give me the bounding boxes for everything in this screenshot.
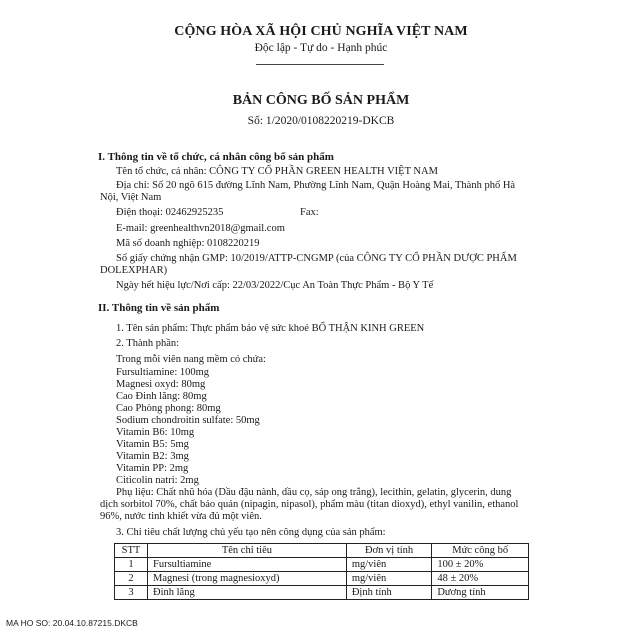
table-cell: Đinh lăng [148,586,347,600]
table-header-row [115,544,529,558]
ingredients-intro: Trong mỗi viên nang mềm có chứa: [116,354,266,365]
fax: Fax: [300,207,319,218]
motto: Độc lập - Tự do - Hạnh phúc [254,42,388,54]
divider [256,64,384,65]
quality-table [114,543,529,600]
phone: Điện thoại: 02462925235 [116,207,224,218]
table-cell: Định tính [346,586,431,600]
excipients: Phụ liệu: Chất nhũ hóa (Dầu đậu nành, dầu cọ, sáp ong trắng), lecithin, gelatin, glycerin, dung dịch sorbitol 70%, chất bảo quản (nipagin, nipasol), phẩm màu (titan dioxyd), ethyl vanilin, ethanol 96%, nước tinh khiết vừa đủ một viên. [100,487,519,522]
ingredient-item: Vitamin B2: 3mg [116,451,189,462]
ingredient-item: Cao Đinh lăng: 80mg [116,391,207,402]
ingredient-item: Vitamin B5: 5mg [116,439,189,450]
table-cell: 100 ± 20% [432,558,529,572]
ingredient-item: Vitamin B6: 10mg [116,427,195,438]
address: Địa chỉ: Số 20 ngõ 615 đường Lĩnh Nam, Phường Lĩnh Nam, Quận Hoàng Mai, Thành phố Hà Nội, Việt Nam [100,180,516,203]
table-cell: Dương tính [432,586,529,600]
table-cell: mg/viên [346,572,431,586]
ingredient-item: Magnesi oxyd: 80mg [116,379,206,390]
document-number: Số: 1/2020/0108220219-DKCB [247,115,395,127]
table-row [115,572,529,586]
ingredient-item: Citicolin natri: 2mg [116,475,199,486]
table-cell: mg/viên [346,558,431,572]
table-cell: 2 [115,572,148,586]
country-header: CỘNG HÒA XÃ HỘI CHỦ NGHĨA VIỆT NAM [174,24,468,39]
ingredient-item: Cao Phòng phong: 80mg [116,403,221,414]
dossier-code: MA HO SO: 20.04.10.87215.DKCB [6,618,138,628]
table-row [115,558,529,572]
ingredient-item: Sodium chondroitin sulfate: 50mg [116,415,260,426]
table-cell: Magnesi (trong magnesioxyd) [148,572,347,586]
ingredient-item: Vitamin PP: 2mg [116,463,189,474]
section-1-heading: I. Thông tin về tổ chức, cá nhân công bố sản phẩm [98,151,334,163]
column-header-stt: STT [115,544,148,558]
document-title: BẢN CÔNG BỐ SẢN PHẨM [232,93,410,108]
column-header-name: Tên chỉ tiêu [148,544,347,558]
column-header-unit: Đơn vị tính [346,544,431,558]
quality-heading: 3. Chỉ tiêu chất lượng chủ yếu tạo nên công dụng của sản phẩm: [116,527,386,538]
table-row [115,586,529,600]
tax-code: Mã số doanh nghiệp: 0108220219 [116,238,260,249]
email: E-mail: greenhealthvn2018@gmail.com [116,223,285,234]
table-cell: Fursultiamine [148,558,347,572]
validity: Ngày hết hiệu lực/Nơi cấp: 22/03/2022/Cục An Toàn Thực Phẩm - Bộ Y Tế [116,280,434,291]
column-header-level: Mức công bố [432,544,529,558]
table-cell: 48 ± 20% [432,572,529,586]
table-cell: 1 [115,558,148,572]
table-cell: 3 [115,586,148,600]
gmp-certificate: Số giấy chứng nhận GMP: 10/2019/ATTP-CNGMP (của CÔNG TY CỔ PHẦN DƯỢC PHẨM DOLEXPHAR) [100,253,517,276]
ingredients-heading: 2. Thành phần: [116,338,180,349]
ingredient-item: Fursultiamine: 100mg [116,367,210,378]
product-name: 1. Tên sản phẩm: Thực phẩm bảo vệ sức khoẻ BỔ THẬN KINH GREEN [116,323,425,334]
org-name: Tên tổ chức, cá nhân: CÔNG TY CỔ PHẦN GREEN HEALTH VIỆT NAM [116,166,438,177]
section-2-heading: II. Thông tin về sản phẩm [98,302,220,314]
